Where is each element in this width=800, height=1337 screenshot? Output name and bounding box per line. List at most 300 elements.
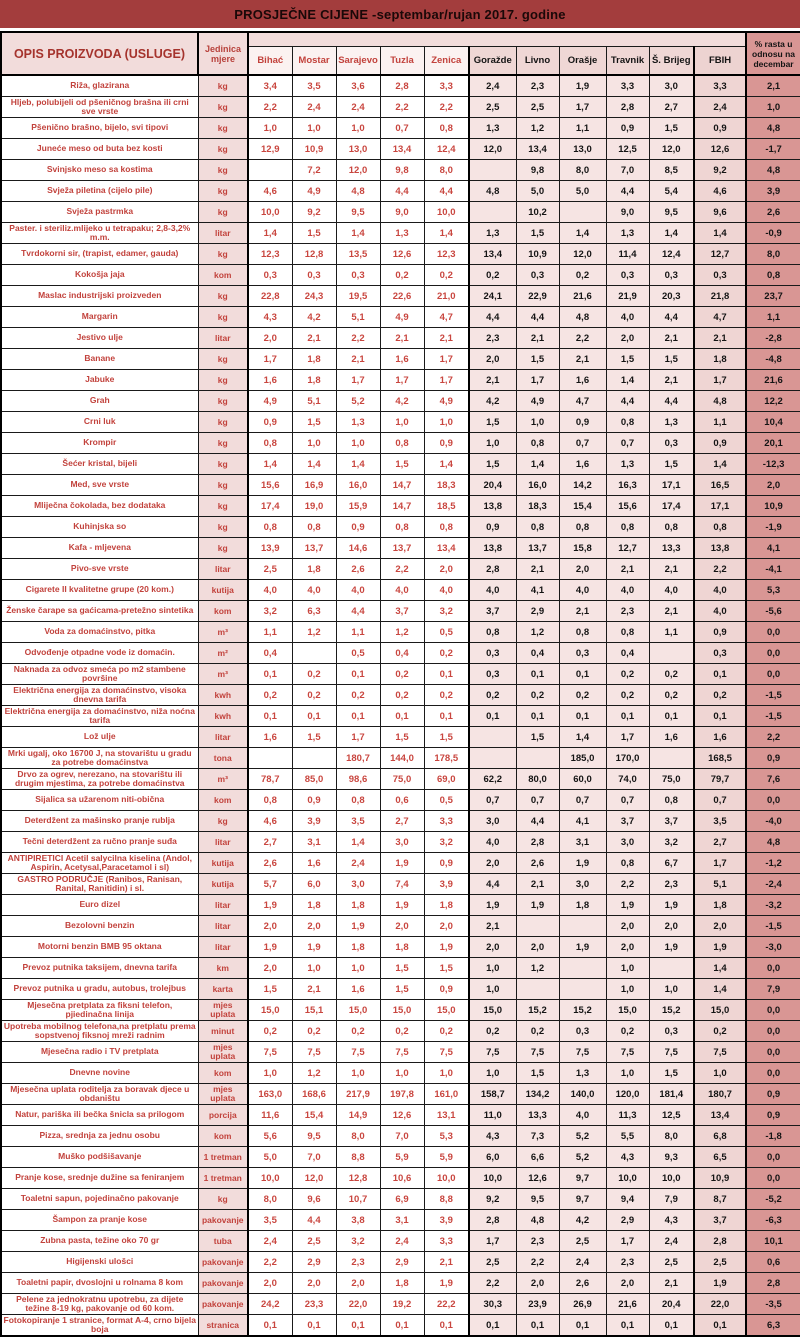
table-row [1, 181, 800, 202]
price-cell: 3,5 [248, 1210, 292, 1231]
product-name-cell: Pivo-sve vrste [1, 559, 198, 580]
product-name-cell: Higijenski ulošci [1, 1252, 198, 1273]
price-cell: 8,0 [424, 160, 469, 181]
column-header-sarajevo: Sarajevo [336, 47, 380, 76]
price-cell: 2,0 [606, 328, 649, 349]
price-cell: 0,5 [336, 643, 380, 664]
price-cell: 18,3 [424, 475, 469, 496]
price-cell: 0,1 [559, 706, 606, 727]
table-row [1, 601, 800, 622]
price-cell: 2,4 [336, 853, 380, 874]
growth-cell: 12,2 [746, 391, 800, 412]
product-name-cell: Voda za domaćinstvo, pitka [1, 622, 198, 643]
product-name-cell: Toaletni papir, dvoslojni u rolnama 8 kom [1, 1273, 198, 1294]
price-cell: 1,2 [292, 622, 336, 643]
price-cell: 12,6 [694, 139, 746, 160]
price-cell: 4,0 [559, 1105, 606, 1126]
price-cell: 2,3 [516, 1231, 559, 1252]
growth-cell: 1,0 [746, 97, 800, 118]
price-cell: 2,6 [336, 559, 380, 580]
price-cell: 0,9 [336, 517, 380, 538]
price-cell: 10,0 [469, 1168, 516, 1189]
unit-cell: kg [198, 160, 248, 181]
price-cell: 1,4 [248, 454, 292, 475]
product-name-cell: Zubna pasta, težine oko 70 gr [1, 1231, 198, 1252]
table-row [1, 433, 800, 454]
price-cell: 2,5 [559, 1231, 606, 1252]
table-row [1, 475, 800, 496]
price-cell: 0,7 [559, 790, 606, 811]
price-cell: 0,3 [694, 643, 746, 664]
price-cell: 22,0 [336, 1294, 380, 1315]
price-cell: 0,1 [424, 1315, 469, 1337]
unit-cell: km [198, 958, 248, 979]
table-row [1, 1042, 800, 1063]
growth-cell: 0,6 [746, 1252, 800, 1273]
price-cell: 22,0 [694, 1294, 746, 1315]
price-cell: 1,7 [469, 1231, 516, 1252]
product-name-cell: Motorni benzin BMB 95 oktana [1, 937, 198, 958]
growth-cell: 21,6 [746, 370, 800, 391]
price-cell: 4,7 [559, 391, 606, 412]
price-cell: 12,4 [424, 139, 469, 160]
price-cell: 9,7 [559, 1168, 606, 1189]
price-cell: 2,6 [516, 853, 559, 874]
price-cell: 180,7 [694, 1084, 746, 1105]
price-cell [469, 202, 516, 223]
price-cell: 1,5 [469, 412, 516, 433]
price-cell: 1,0 [469, 958, 516, 979]
growth-cell: 0,9 [746, 1105, 800, 1126]
price-cell: 0,8 [380, 433, 424, 454]
price-cell: 12,8 [292, 244, 336, 265]
price-cell: 1,0 [248, 118, 292, 139]
price-cell: 0,1 [649, 706, 694, 727]
price-cell: 178,5 [424, 748, 469, 769]
column-header-unit: Jedinica mjere [198, 32, 248, 75]
price-cell: 1,1 [694, 412, 746, 433]
price-cell: 0,8 [649, 790, 694, 811]
price-cell: 2,5 [248, 559, 292, 580]
price-cell: 0,1 [516, 706, 559, 727]
price-cell: 0,2 [606, 685, 649, 706]
price-cell: 1,3 [559, 1063, 606, 1084]
price-cell: 0,7 [606, 790, 649, 811]
price-cell: 2,7 [649, 97, 694, 118]
price-cell: 1,8 [336, 937, 380, 958]
product-name-cell: Svježa pastrmka [1, 202, 198, 223]
table-row [1, 1084, 800, 1105]
price-cell: 2,0 [248, 328, 292, 349]
price-cell: 2,5 [694, 1252, 746, 1273]
unit-cell: kom [198, 265, 248, 286]
unit-cell: kg [198, 811, 248, 832]
table-row [1, 916, 800, 937]
unit-cell: litar [198, 937, 248, 958]
price-cell: 6,8 [694, 1126, 746, 1147]
price-cell: 1,0 [469, 979, 516, 1000]
unit-cell: m³ [198, 664, 248, 685]
price-cell: 2,9 [380, 1252, 424, 1273]
price-cell: 12,0 [649, 139, 694, 160]
price-cell: 4,6 [248, 181, 292, 202]
growth-cell: 6,3 [746, 1315, 800, 1337]
price-cell: 0,1 [248, 1315, 292, 1337]
price-cell: 1,0 [516, 412, 559, 433]
growth-cell: 4,1 [746, 538, 800, 559]
price-cell: 2,0 [469, 853, 516, 874]
price-cell: 5,1 [694, 874, 746, 895]
price-cell: 8,0 [336, 1126, 380, 1147]
price-cell: 9,7 [559, 1189, 606, 1210]
price-cell: 0,4 [248, 643, 292, 664]
product-name-cell: Maslac industrijski proizveden [1, 286, 198, 307]
column-header-livno: Livno [516, 47, 559, 76]
price-cell: 1,5 [606, 349, 649, 370]
price-cell: 2,2 [516, 1252, 559, 1273]
unit-cell: litar [198, 895, 248, 916]
price-cell: 2,7 [380, 811, 424, 832]
price-cell: 15,4 [559, 496, 606, 517]
price-cell: 9,8 [516, 160, 559, 181]
price-cell: 1,4 [559, 727, 606, 748]
table-row [1, 286, 800, 307]
growth-cell: -5,6 [746, 601, 800, 622]
price-cell: 16,9 [292, 475, 336, 496]
price-cell: 9,2 [694, 160, 746, 181]
table-row [1, 160, 800, 181]
price-cell: 13,4 [694, 1105, 746, 1126]
price-cell: 3,9 [292, 811, 336, 832]
unit-cell: 1 tretman [198, 1147, 248, 1168]
price-cell: 3,7 [649, 811, 694, 832]
price-cell: 15,2 [559, 1000, 606, 1021]
price-cell: 217,9 [336, 1084, 380, 1105]
price-cell: 7,4 [380, 874, 424, 895]
price-cell: 7,5 [649, 1042, 694, 1063]
price-cell: 2,3 [606, 601, 649, 622]
price-cell: 3,3 [424, 75, 469, 97]
price-cell: 0,1 [606, 706, 649, 727]
price-cell: 1,0 [606, 958, 649, 979]
price-cell: 7,5 [424, 1042, 469, 1063]
price-cell: 9,0 [606, 202, 649, 223]
price-cell: 13,4 [380, 139, 424, 160]
price-cell: 0,3 [559, 1021, 606, 1042]
price-cell: 4,0 [248, 580, 292, 601]
price-cell: 2,2 [248, 1252, 292, 1273]
price-cell: 2,1 [606, 559, 649, 580]
price-cell: 2,4 [292, 97, 336, 118]
price-cell: 2,0 [424, 559, 469, 580]
table-row [1, 454, 800, 475]
price-cell: 22,9 [516, 286, 559, 307]
table-row [1, 412, 800, 433]
price-cell: 10,2 [516, 202, 559, 223]
price-cell: 19,2 [380, 1294, 424, 1315]
price-cell: 4,6 [694, 181, 746, 202]
price-cell: 1,3 [469, 223, 516, 244]
product-name-cell: Fotokopiranje 1 stranice, format A-4, crno bijela boja [1, 1315, 198, 1337]
table-row [1, 1294, 800, 1315]
price-cell: 0,2 [336, 685, 380, 706]
price-cell: 2,7 [694, 832, 746, 853]
price-cell: 12,0 [559, 244, 606, 265]
price-cell: 1,5 [469, 454, 516, 475]
price-cell: 7,5 [380, 1042, 424, 1063]
price-cell: 1,0 [292, 958, 336, 979]
price-cell: 4,2 [559, 1210, 606, 1231]
product-name-cell: Pšenično brašno, bijelo, svi tipovi [1, 118, 198, 139]
price-cell: 2,1 [336, 349, 380, 370]
price-cell: 98,6 [336, 769, 380, 790]
price-cell: 13,7 [380, 538, 424, 559]
price-cell: 1,4 [424, 454, 469, 475]
price-cell [649, 643, 694, 664]
price-cell [469, 727, 516, 748]
price-cell: 1,5 [380, 454, 424, 475]
table-row [1, 307, 800, 328]
price-cell: 1,7 [380, 370, 424, 391]
product-name-cell: Crni luk [1, 412, 198, 433]
price-cell: 3,3 [694, 75, 746, 97]
product-name-cell: Kafa - mljevena [1, 538, 198, 559]
product-name-cell: Prevoz putnika taksijem, dnevna tarifa [1, 958, 198, 979]
price-cell: 13,7 [292, 538, 336, 559]
price-cell: 7,5 [516, 1042, 559, 1063]
price-cell: 20,4 [469, 475, 516, 496]
price-cell: 1,8 [292, 895, 336, 916]
product-name-cell: Upotreba mobilnog telefona,na pretplatu prema sopstvenoj fiksnoj mreži radnim [1, 1021, 198, 1042]
unit-cell: kg [198, 496, 248, 517]
price-cell: 17,1 [649, 475, 694, 496]
growth-cell: 10,9 [746, 496, 800, 517]
price-cell: 4,4 [606, 181, 649, 202]
price-cell: 2,0 [469, 349, 516, 370]
growth-cell: 0,9 [746, 748, 800, 769]
price-cell: 1,0 [649, 979, 694, 1000]
price-cell: 3,2 [424, 832, 469, 853]
price-cell: 16,0 [516, 475, 559, 496]
table-row [1, 1273, 800, 1294]
product-name-cell: Deterdžent za mašinsko pranje rublja [1, 811, 198, 832]
unit-cell: kg [198, 370, 248, 391]
price-cell: 0,8 [606, 622, 649, 643]
price-cell [559, 958, 606, 979]
price-cell: 0,3 [694, 265, 746, 286]
price-cell: 168,6 [292, 1084, 336, 1105]
price-cell: 12,0 [336, 160, 380, 181]
price-cell: 21,6 [559, 286, 606, 307]
price-cell: 2,4 [248, 1231, 292, 1252]
price-cell: 2,1 [649, 1273, 694, 1294]
product-name-cell: Juneće meso od buta bez kosti [1, 139, 198, 160]
price-cell: 3,0 [380, 832, 424, 853]
unit-cell: kwh [198, 685, 248, 706]
price-cell: 2,5 [469, 97, 516, 118]
price-cell: 7,0 [380, 1126, 424, 1147]
price-cell: 2,1 [516, 559, 559, 580]
price-cell: 14,6 [336, 538, 380, 559]
price-cell: 2,0 [559, 559, 606, 580]
price-cell: 4,9 [516, 391, 559, 412]
price-cell: 0,2 [606, 664, 649, 685]
price-cell: 1,3 [649, 412, 694, 433]
price-cell: 2,5 [649, 1252, 694, 1273]
price-cell: 4,4 [336, 601, 380, 622]
price-cell: 1,1 [336, 622, 380, 643]
price-cell: 2,0 [424, 916, 469, 937]
price-cell: 15,6 [606, 496, 649, 517]
unit-cell: litar [198, 916, 248, 937]
growth-cell: 0,0 [746, 1063, 800, 1084]
price-cell: 3,7 [606, 811, 649, 832]
growth-cell: -3,2 [746, 895, 800, 916]
table-row [1, 139, 800, 160]
price-cell: 30,3 [469, 1294, 516, 1315]
price-cell: 0,1 [694, 664, 746, 685]
price-cell: 2,2 [469, 1273, 516, 1294]
price-cell: 0,2 [248, 685, 292, 706]
product-name-cell: Jestivo ulje [1, 328, 198, 349]
table-row [1, 1210, 800, 1231]
unit-cell: pakovanje [198, 1252, 248, 1273]
price-cell: 15,0 [694, 1000, 746, 1021]
table-row [1, 75, 800, 97]
table-row [1, 517, 800, 538]
growth-cell: 10,1 [746, 1231, 800, 1252]
price-cell: 3,3 [424, 811, 469, 832]
price-cell: 1,9 [380, 895, 424, 916]
price-cell: 4,0 [694, 601, 746, 622]
growth-cell: 0,0 [746, 1021, 800, 1042]
price-cell: 15,0 [336, 1000, 380, 1021]
unit-cell: kom [198, 790, 248, 811]
unit-cell: kg [198, 307, 248, 328]
price-cell: 1,4 [336, 223, 380, 244]
price-cell: 1,0 [336, 433, 380, 454]
price-cell: 9,2 [292, 202, 336, 223]
price-cell: 10,0 [649, 1168, 694, 1189]
growth-cell: 0,0 [746, 790, 800, 811]
price-cell: 7,5 [606, 1042, 649, 1063]
price-cell: 7,2 [292, 160, 336, 181]
price-cell: 3,5 [336, 811, 380, 832]
unit-cell: kg [198, 286, 248, 307]
price-cell: 1,6 [694, 727, 746, 748]
price-cell: 1,0 [292, 433, 336, 454]
unit-cell: litar [198, 832, 248, 853]
price-cell: 22,8 [248, 286, 292, 307]
table-row [1, 118, 800, 139]
price-cell: 1,5 [380, 958, 424, 979]
price-cell: 12,5 [649, 1105, 694, 1126]
price-cell: 0,9 [694, 433, 746, 454]
price-cell: 1,9 [292, 937, 336, 958]
price-cell: 12,3 [248, 244, 292, 265]
table-row [1, 1168, 800, 1189]
product-name-cell: Šampon za pranje kose [1, 1210, 198, 1231]
price-cell: 75,0 [380, 769, 424, 790]
price-cell: 3,0 [649, 75, 694, 97]
price-cell: 0,8 [424, 517, 469, 538]
price-cell: 1,6 [292, 853, 336, 874]
product-name-cell: Natur, pariška ili bečka šnicla sa prilogom [1, 1105, 198, 1126]
price-cell: 5,4 [649, 181, 694, 202]
price-cell: 15,0 [380, 1000, 424, 1021]
price-cell: 9,5 [649, 202, 694, 223]
product-name-cell: Mjesečna radio i TV pretplata [1, 1042, 198, 1063]
price-cell: 12,4 [649, 244, 694, 265]
price-cell: 12,6 [380, 244, 424, 265]
price-cell: 0,2 [516, 1021, 559, 1042]
price-cell: 2,0 [469, 937, 516, 958]
price-cell: 0,8 [516, 433, 559, 454]
unit-cell: porcija [198, 1105, 248, 1126]
price-cell: 0,2 [559, 685, 606, 706]
price-cell: 3,0 [606, 832, 649, 853]
growth-cell: 4,8 [746, 118, 800, 139]
price-cell: 0,2 [424, 685, 469, 706]
price-cell: 7,5 [336, 1042, 380, 1063]
price-cell: 1,0 [336, 118, 380, 139]
growth-cell: -12,3 [746, 454, 800, 475]
table-row [1, 643, 800, 664]
price-cell: 4,9 [380, 307, 424, 328]
price-cell: 0,3 [559, 643, 606, 664]
price-cell: 4,8 [559, 307, 606, 328]
price-cell: 4,3 [248, 307, 292, 328]
price-cell: 3,3 [424, 1231, 469, 1252]
price-cell: 2,8 [694, 1231, 746, 1252]
price-cell: 0,7 [694, 790, 746, 811]
price-cell: 1,5 [516, 349, 559, 370]
price-cell: 2,6 [248, 853, 292, 874]
price-cell: 8,0 [649, 1126, 694, 1147]
price-cell: 1,9 [649, 895, 694, 916]
price-cell: 1,7 [606, 727, 649, 748]
price-cell: 0,4 [606, 643, 649, 664]
price-cell: 1,6 [559, 370, 606, 391]
product-name-cell: Sijalica sa užarenom niti-obična [1, 790, 198, 811]
price-cell: 1,1 [649, 622, 694, 643]
price-cell: 4,2 [292, 307, 336, 328]
price-cell: 1,3 [606, 223, 649, 244]
price-cell: 1,4 [694, 454, 746, 475]
price-cell: 2,2 [336, 328, 380, 349]
price-cell: 4,7 [424, 307, 469, 328]
price-cell: 85,0 [292, 769, 336, 790]
price-cell: 2,4 [380, 1231, 424, 1252]
price-cell: 0,3 [336, 265, 380, 286]
table-row [1, 1252, 800, 1273]
price-cell: 0,4 [516, 643, 559, 664]
price-cell: 0,1 [559, 664, 606, 685]
price-cell: 2,1 [292, 979, 336, 1000]
price-cell: 120,0 [606, 1084, 649, 1105]
price-cell: 0,9 [469, 517, 516, 538]
price-cell: 5,0 [559, 181, 606, 202]
price-cell: 3,2 [336, 1231, 380, 1252]
price-cell: 4,3 [469, 1126, 516, 1147]
price-cell: 0,1 [292, 1315, 336, 1337]
price-cell: 8,5 [649, 160, 694, 181]
product-name-cell: Pelene za jednokratnu upotrebu, za dijete težine 8-19 kg, pakovanje od 60 kom. [1, 1294, 198, 1315]
product-name-cell: Ženske čarape sa gaćicama-pretežno sintetika [1, 601, 198, 622]
price-cell: 0,7 [606, 433, 649, 454]
table-row [1, 538, 800, 559]
price-cell: 2,9 [516, 601, 559, 622]
